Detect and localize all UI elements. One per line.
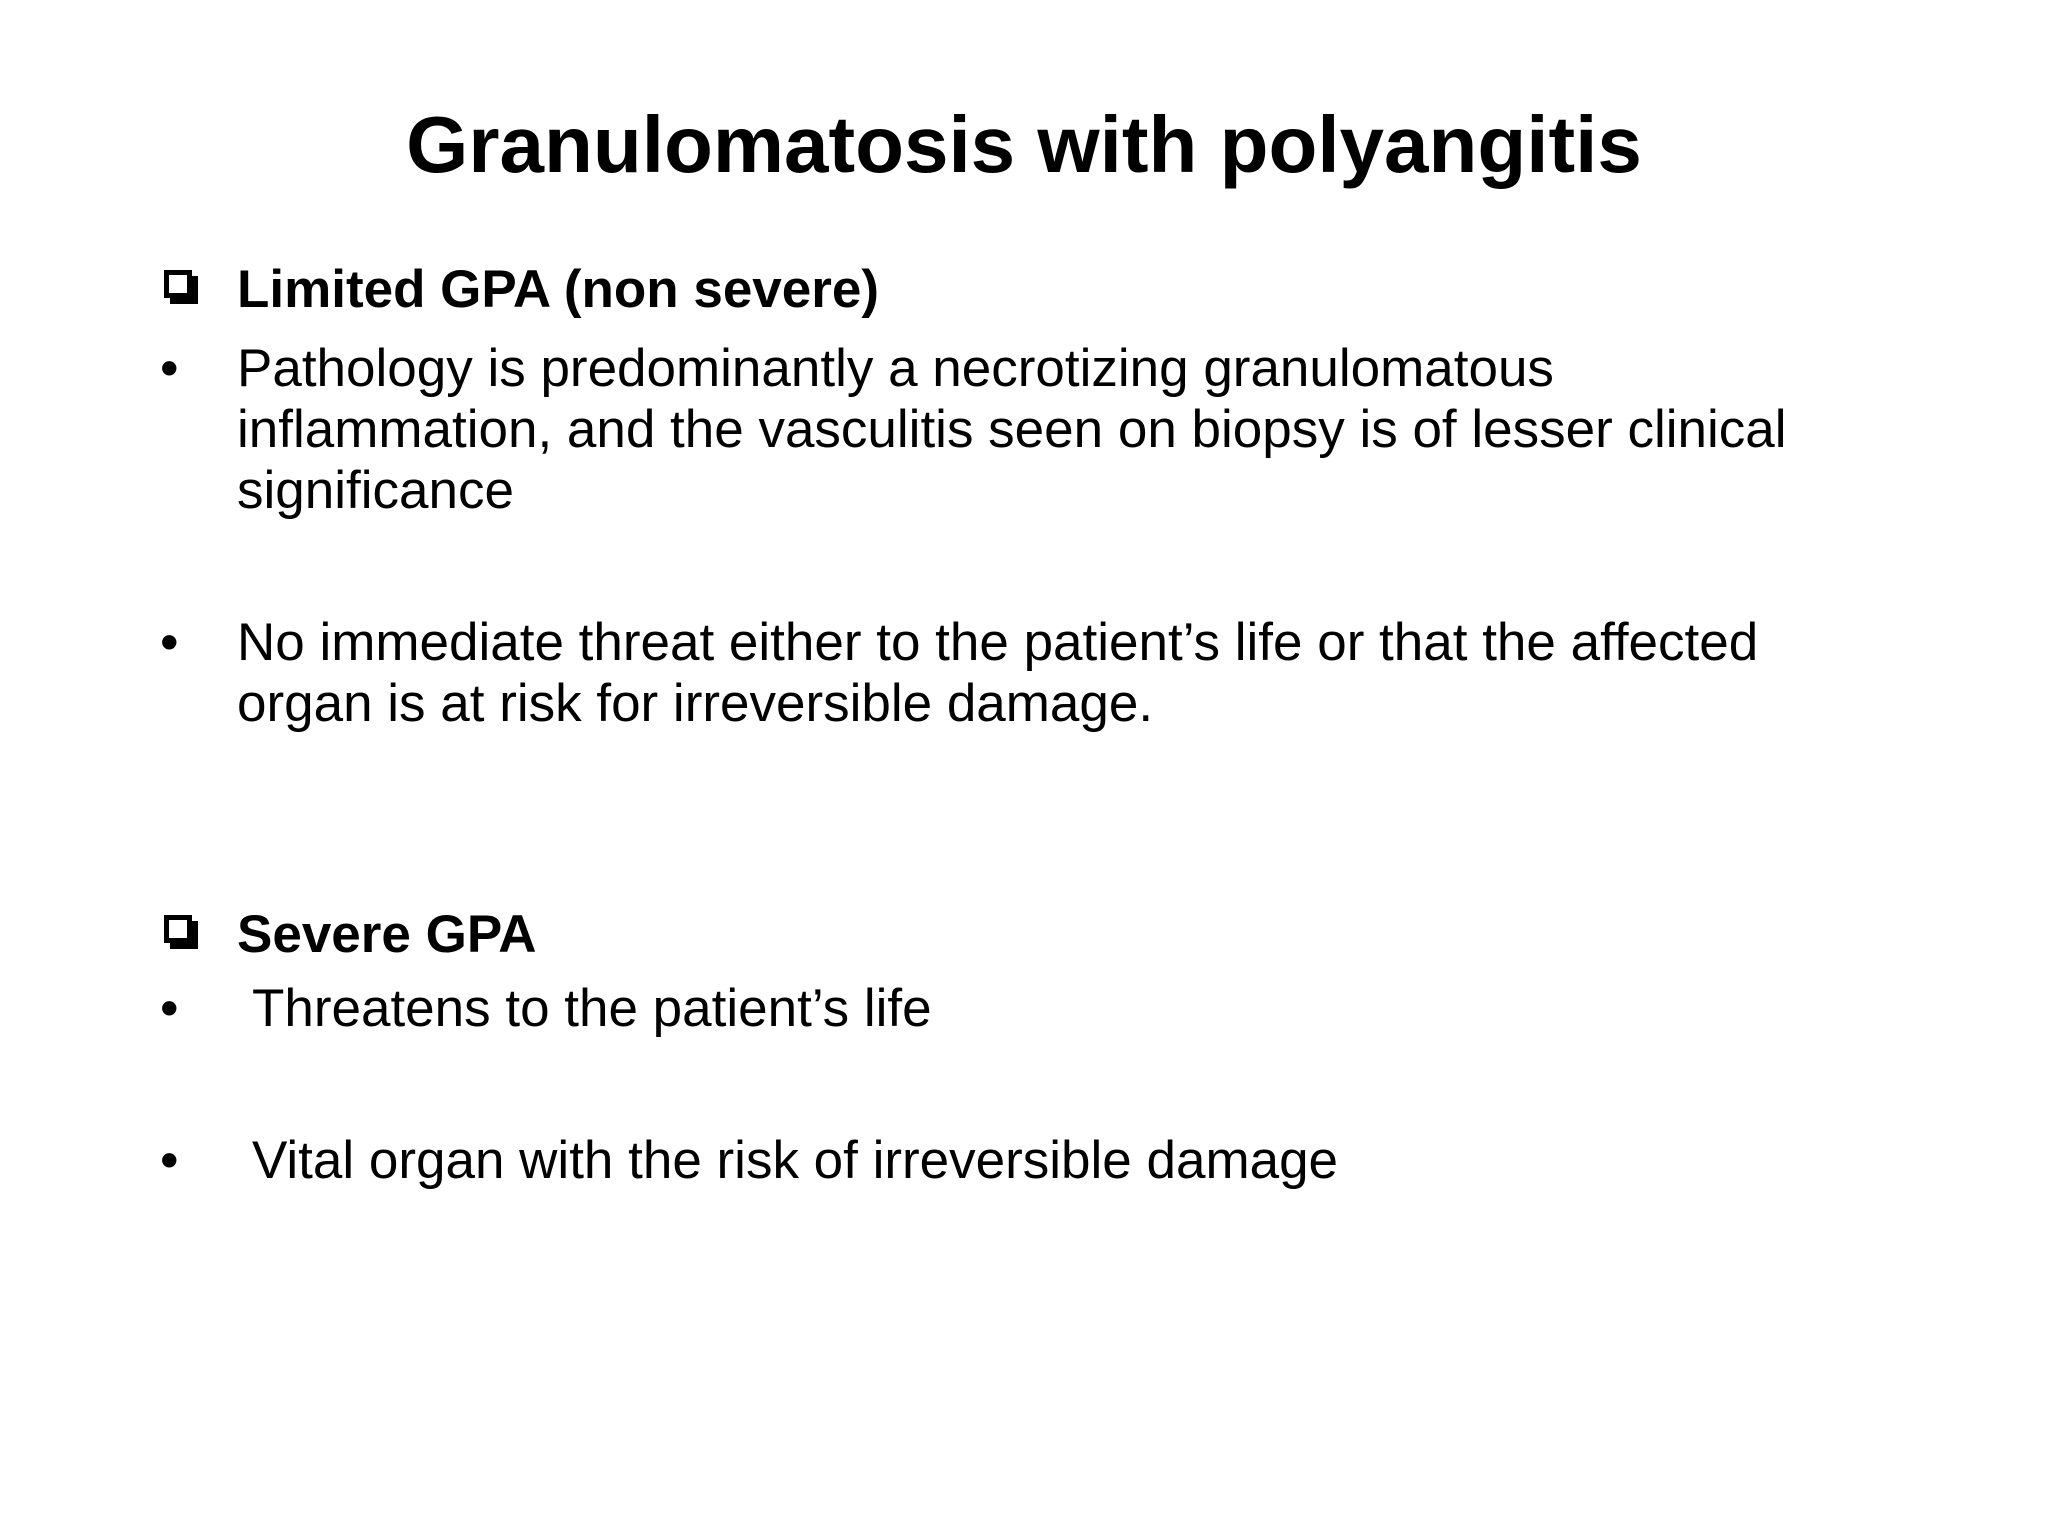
section-heading-text: Limited GPA (non severe) — [237, 260, 880, 319]
bullet-dot-icon: • — [160, 339, 179, 398]
bullet-dot-icon: • — [160, 613, 179, 672]
bullet-text: Vital organ with the risk of irreversible damage — [252, 1131, 1339, 1190]
bullet-dot-icon: • — [160, 979, 179, 1038]
slide-title: Granulomatosis with polyangitis — [406, 100, 1642, 189]
bullet-text: Threatens to the patient’s life — [252, 979, 932, 1038]
bullet-text: No immediate threat either to the patient’s life or that the affected organ is at risk for irreversible damage. — [237, 613, 1759, 733]
bullet-dot-icon: • — [160, 1131, 179, 1190]
checkbox-bullet-icon — [164, 915, 192, 943]
checkbox-bullet-icon — [164, 270, 192, 298]
section-heading-text: Severe GPA — [237, 905, 537, 964]
bullet-text: Pathology is predominantly a necrotizing granulomatous inflammation, and the vasculitis seen on biopsy is of lesser clinical significance — [237, 339, 1787, 520]
